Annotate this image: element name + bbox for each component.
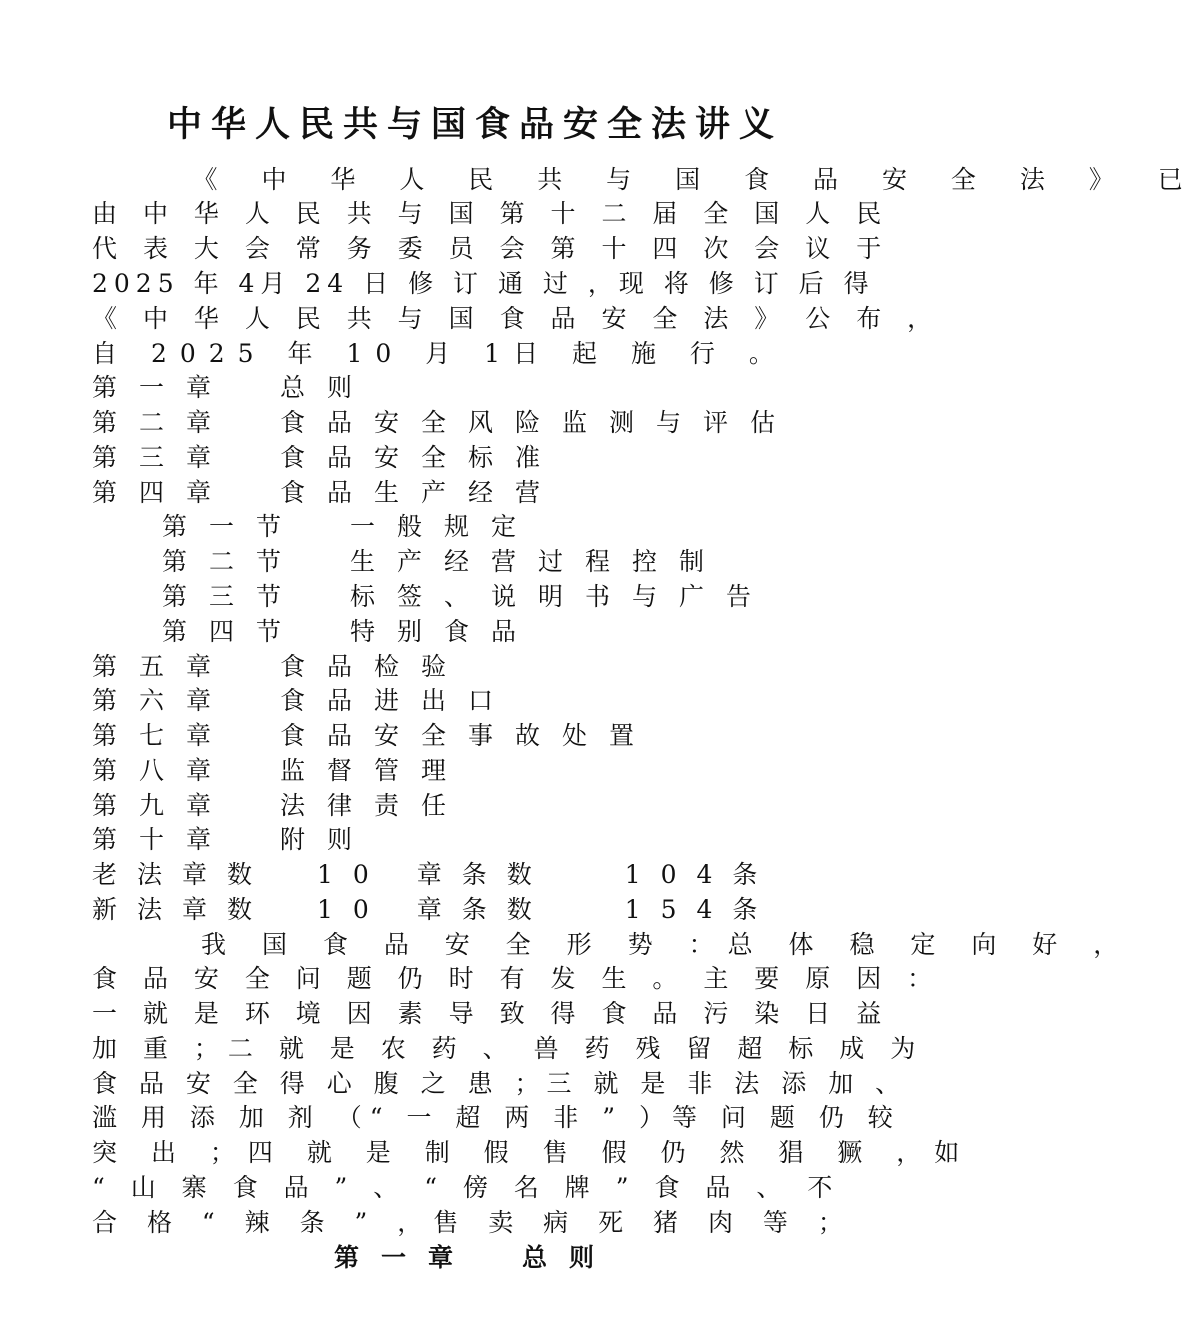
toc-chapter: 第九章 法律责任 [92, 791, 469, 820]
toc-chapter: 第一章 总则 [92, 373, 375, 402]
situation-line: “ 山 寨 食 品 ” 、 “ 傍 名 牌 ” 食 品 、 不 [92, 1173, 842, 1202]
toc-chapter: 第六章 食品进出口 [92, 686, 516, 715]
toc-chapter: 第十章 附则 [92, 825, 375, 854]
chapter-heading: 第一章 总则 [333, 1243, 616, 1272]
intro-line: 由 中 华 人 民 共 与 国 第 十 二 届 全 国 人 民 [92, 199, 891, 228]
situation-line: 突 出 ；四 就 是 制 假 售 假 仍 然 猖 獗 ，如 [92, 1138, 973, 1167]
toc-chapter: 第四章 食品生产经营 [92, 478, 563, 507]
toc-chapter: 第五章 食品检验 [92, 652, 469, 681]
situation-line: 合 格 “ 辣 条 ” ，售 卖 病 死 猪 肉 等 ； [92, 1208, 854, 1237]
new-law-stats: 新法章数 10 章条数 154条 [92, 895, 778, 924]
toc-chapter: 第二章 食品安全风险监测与评估 [92, 408, 798, 437]
situation-line: 我 国 食 品 安 全 形 势 ：总 体 稳 定 向 好 ， [162, 930, 1133, 959]
intro-line: 代 表 大 会 常 务 委 员 会 第 十 四 次 会 议 于 [92, 234, 891, 263]
toc-section: 第四节 特别食品 [162, 617, 539, 646]
toc-section: 第三节 标签、说明书与广告 [162, 582, 774, 611]
old-law-stats: 老法章数 10 章条数 104条 [92, 860, 778, 889]
intro-line: 自 2025 年 10 月 1日 起 施 行 。 [92, 339, 787, 368]
intro-line: 2025 年 4月 24 日 修 订 通 过 ，现 将 修 订 后 得 [92, 269, 875, 298]
toc-section: 第二节 生产经营过程控制 [162, 547, 727, 576]
intro-line: 《 中 华 人 民 共 与 国 食 品 安 全 法 》 公 布 ， [92, 304, 942, 333]
toc-section: 第一节 一般规定 [162, 512, 539, 541]
intro-line: 《 中 华 人 民 共 与 国 食 品 安 全 法 》 已 [162, 165, 1201, 194]
situation-line: 食 品 安 全 问 题 仍 时 有 发 生 。 主 要 原 因 ： [92, 964, 942, 993]
situation-line: 加 重 ；二 就 是 农 药 、 兽 药 残 留 超 标 成 为 [92, 1034, 925, 1063]
toc-chapter: 第七章 食品安全事故处置 [92, 721, 657, 750]
situation-line: 滥 用 添 加 剂 （“ 一 超 两 非 ” ）等 问 题 仍 较 [92, 1103, 901, 1132]
situation-line: 食 品 安 全 得 心 腹 之 患 ；三 就 是 非 法 添 加 、 [92, 1069, 908, 1098]
document-title: 中华人民共与国食品安全法讲义 [166, 105, 783, 145]
toc-chapter: 第三章 食品安全标准 [92, 443, 563, 472]
toc-chapter: 第八章 监督管理 [92, 756, 469, 785]
situation-line: 一 就 是 环 境 因 素 导 致 得 食 品 污 染 日 益 [92, 999, 891, 1028]
